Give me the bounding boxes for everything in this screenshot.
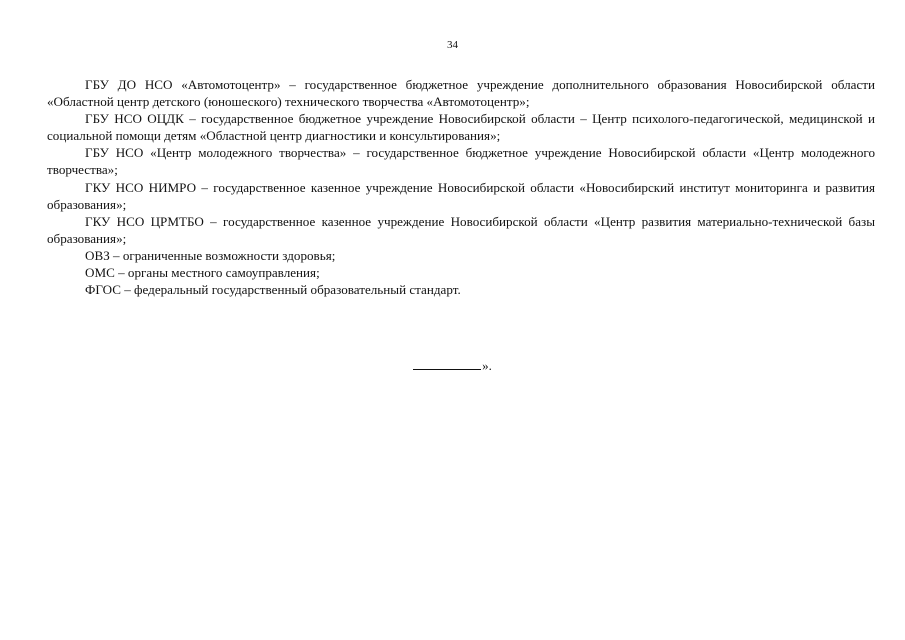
definition-ovz: ОВЗ – ограниченные возможности здоровья; bbox=[85, 247, 336, 263]
definition-ocdk: ГБУ НСО ОЦДК – государственное бюджетное учреждение Новосибирской области – Центр психолого-педагогической, медицинской и социальной помощи детям «Областной центр диагностики и консультирования»; bbox=[47, 111, 875, 144]
document-closing bbox=[0, 357, 905, 374]
abbreviations-list bbox=[47, 76, 875, 298]
definition-oms: ОМС – органы местного самоуправления; bbox=[85, 265, 320, 281]
definition-fgos: ФГОС – федеральный государственный образовательный стандарт. bbox=[85, 282, 461, 298]
closing-underline bbox=[413, 357, 481, 370]
definition-youth-center: ГБУ НСО «Центр молодежного творчества» – государственное бюджетное учреждение Новосибирской области «Центр молодежного творчества»; bbox=[47, 145, 875, 178]
definition-nimro: ГКУ НСО НИМРО – государственное казенное учреждение Новосибирской области «Новосибирский институт мониторинга и развития образования»; bbox=[47, 179, 875, 212]
page-number: 34 bbox=[447, 39, 458, 51]
definition-avtomotocentr: ГБУ ДО НСО «Автомотоцентр» – государственное бюджетное учреждение дополнительного образования Новосибирской области «Областной центр детского (юношеского) технического творчества «Автомотоцентр»; bbox=[47, 77, 875, 110]
definition-crmtbo: ГКУ НСО ЦРМТБО – государственное казенное учреждение Новосибирской области «Центр развития материально-технической базы образования»; bbox=[47, 213, 875, 246]
closing-mark: ». bbox=[482, 358, 492, 373]
